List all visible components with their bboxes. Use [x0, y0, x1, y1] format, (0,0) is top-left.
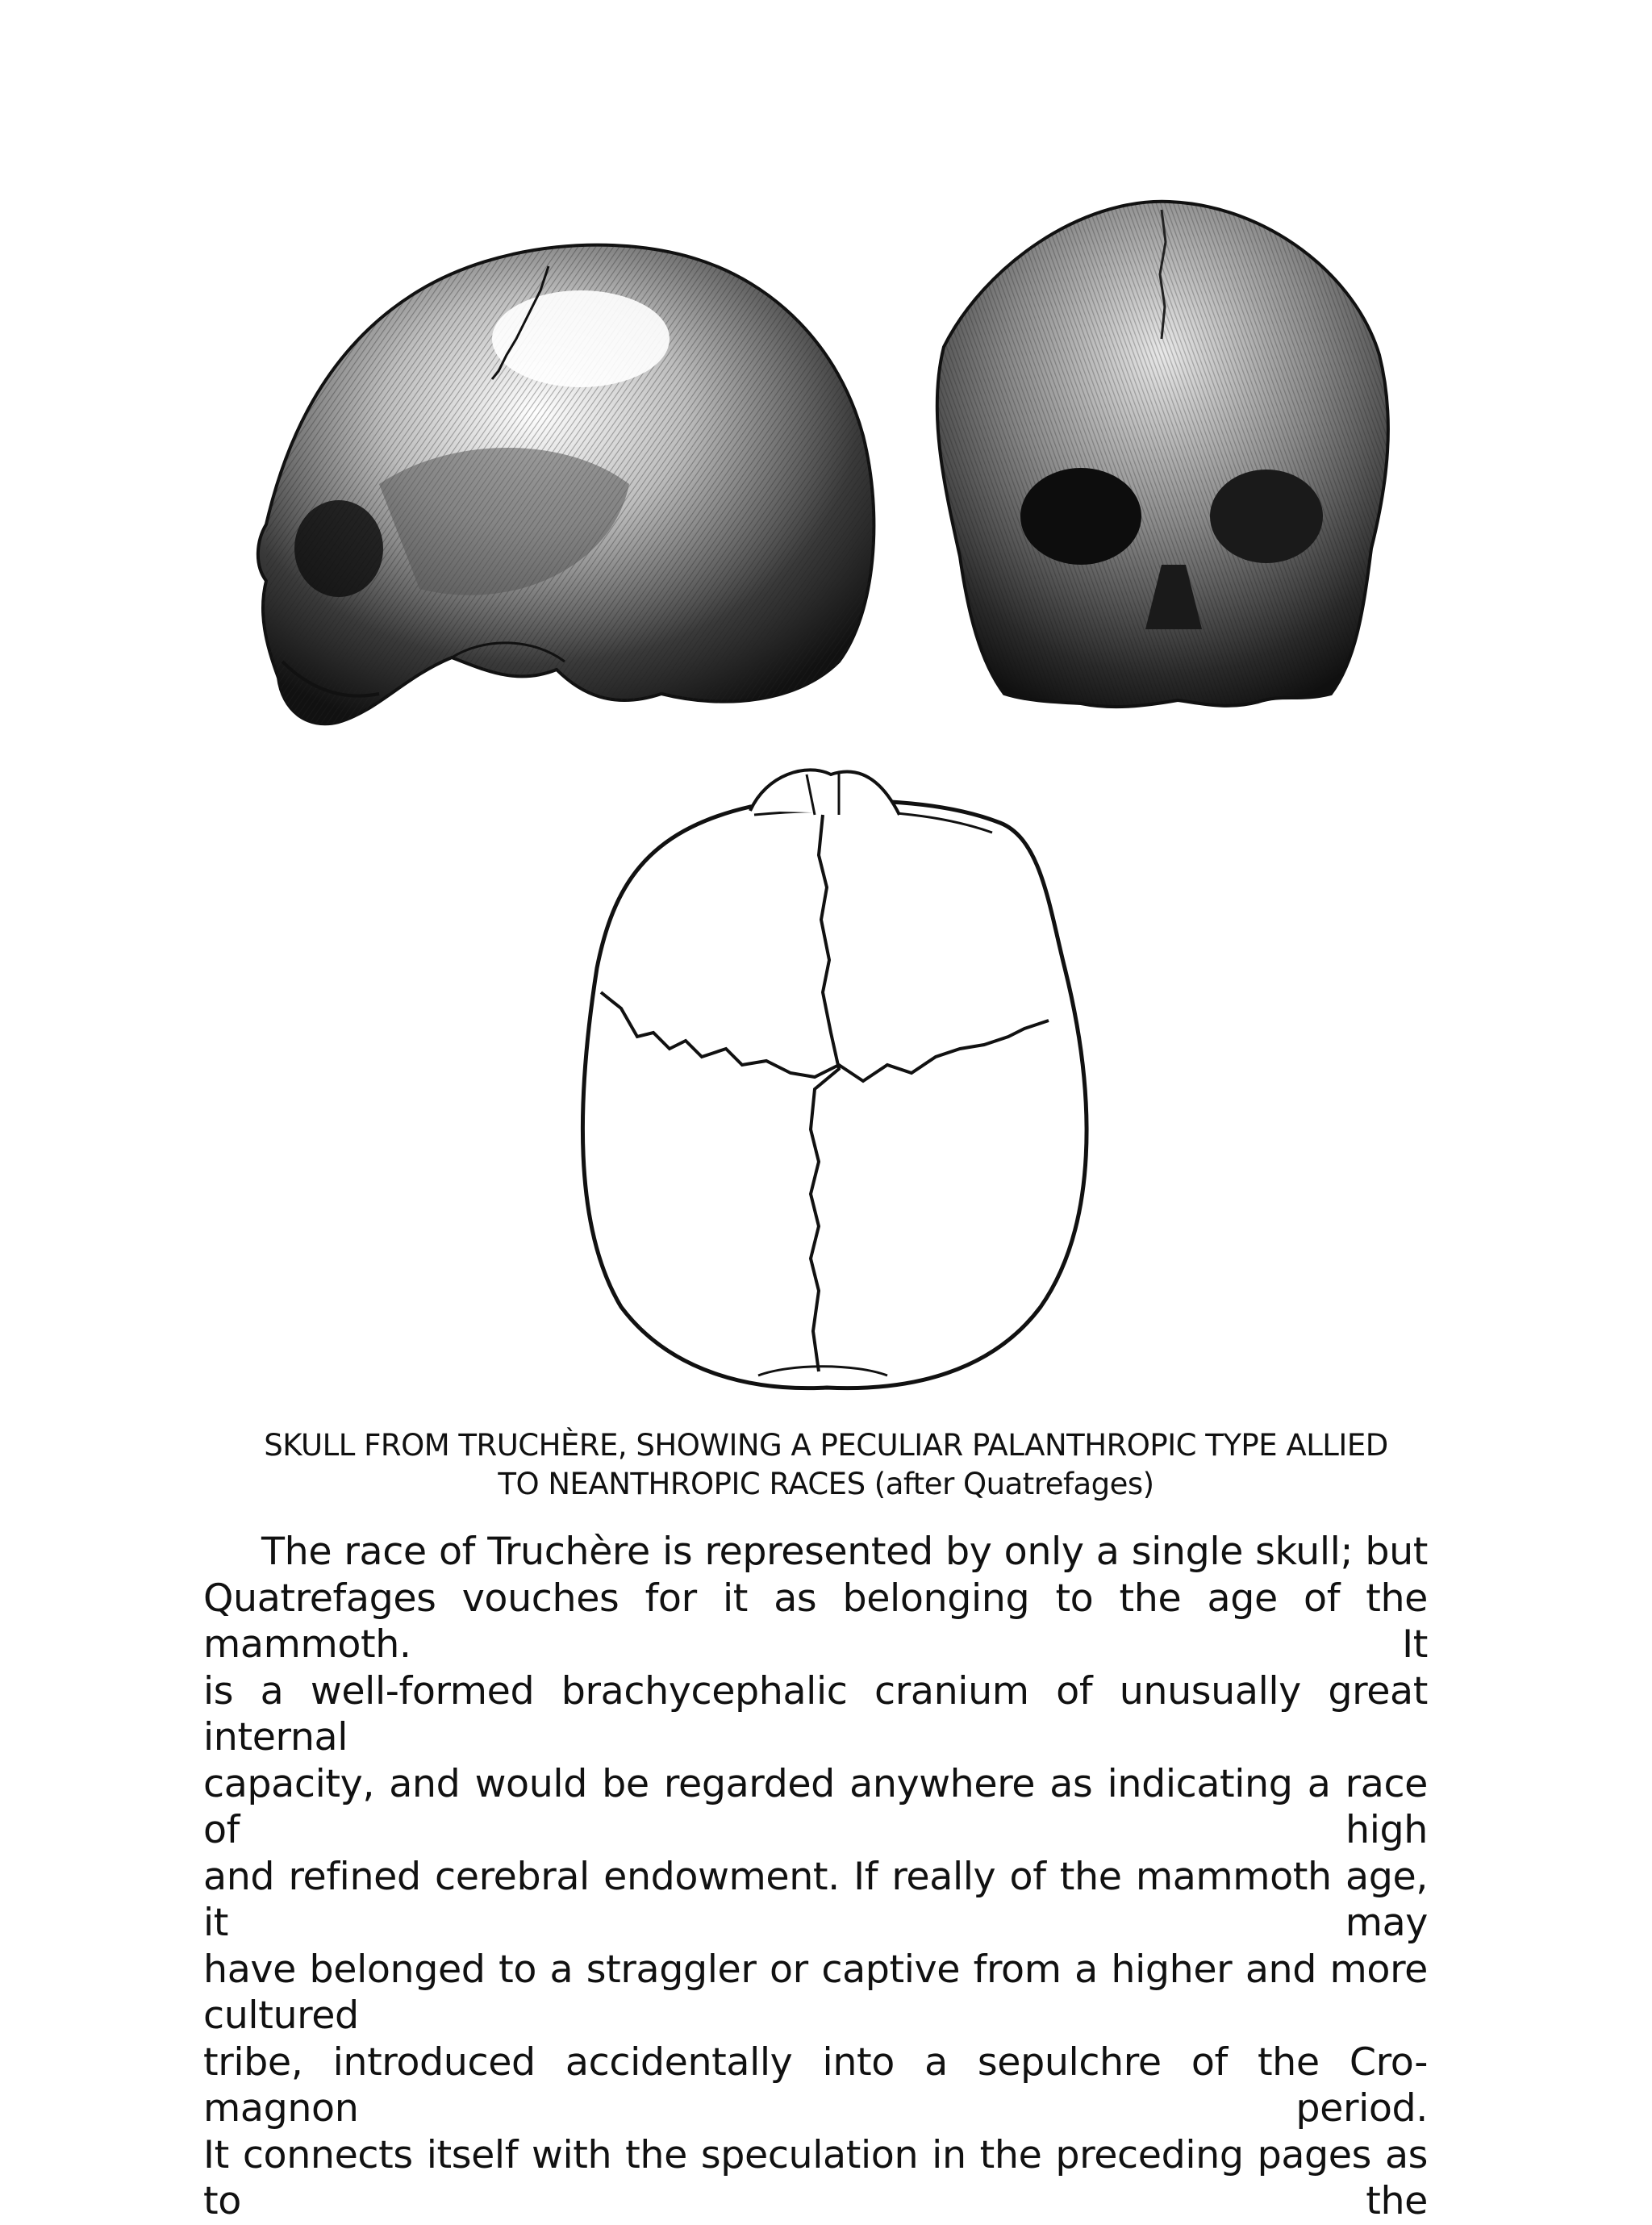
- body-paragraph: [203, 1529, 1428, 2225]
- skull-front-view: [937, 202, 1388, 707]
- body-line: tribe, introduced accidentally into a sepulchre of the Cro-magnon period.: [203, 2039, 1428, 2131]
- caption-line: SKULL FROM TRUCHÈRE, SHOWING A PECULIAR PALANTHROPIC TYPE ALLIED: [264, 1428, 1388, 1463]
- figure-caption: [161, 1426, 1491, 1504]
- skull-top-view: [582, 770, 1087, 1388]
- body-line: The race of Truchère is represented by only a single skull; but: [261, 1530, 1428, 1574]
- caption-line: TO NEANTHROPIC RACES (after Quatrefages): [498, 1467, 1154, 1501]
- body-line: have belonged to a straggler or captive from a higher and more cultured: [203, 1947, 1428, 2038]
- body-line: capacity, and would be regarded anywhere as indicating a race of high: [203, 1761, 1428, 1852]
- body-line: It connects itself with the speculation in the preceding pages as to the: [203, 2132, 1428, 2223]
- body-line: Quatrefages vouches for it as belonging to the age of the mammoth. It: [203, 1576, 1428, 1667]
- skull-side-view: [258, 245, 874, 724]
- body-line: and refined cerebral endowment. If really of the mammoth age, it may: [203, 1854, 1428, 1945]
- body-line: is a well-formed brachycephalic cranium of unusually great internal: [203, 1668, 1428, 1760]
